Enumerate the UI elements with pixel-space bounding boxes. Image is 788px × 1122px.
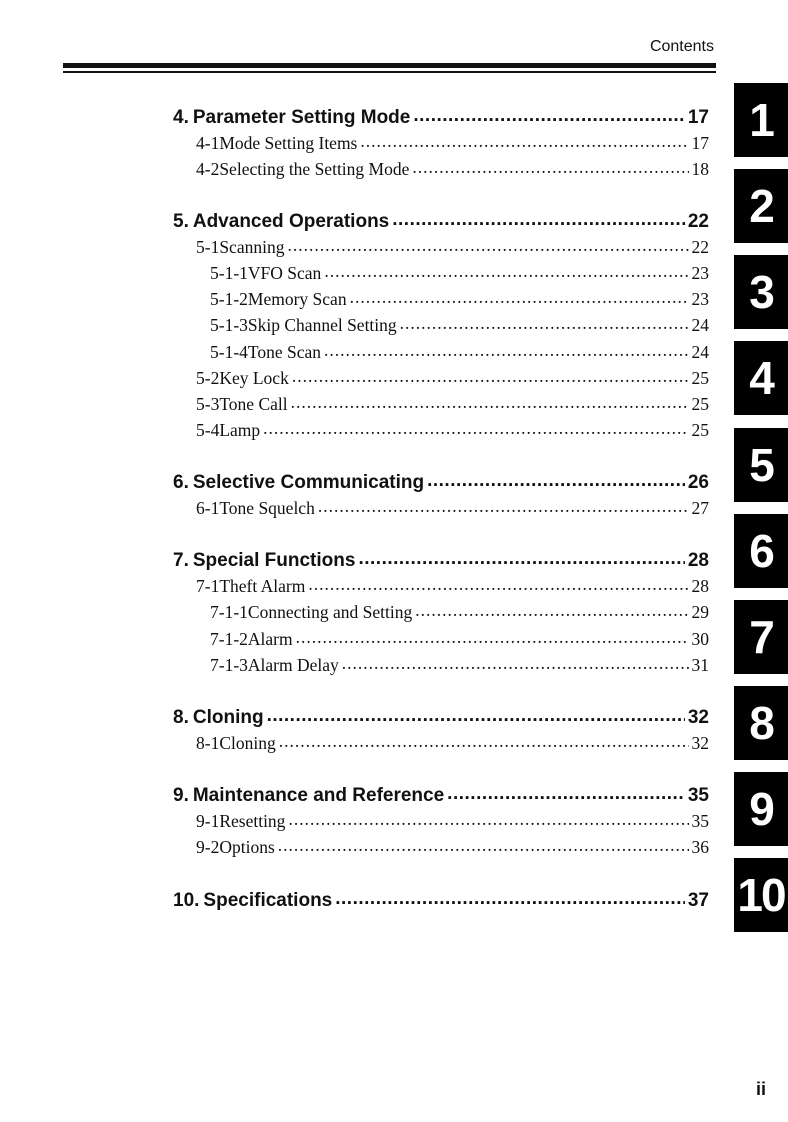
toc-entry-number: 4-1: [196, 133, 220, 153]
dot-leader: [263, 418, 688, 439]
toc-entry-number: 5.: [173, 211, 189, 232]
toc-entry-5-1-1[interactable]: [173, 263, 709, 287]
toc-entry-page: 32: [687, 707, 709, 728]
toc-entry-5[interactable]: [173, 211, 709, 235]
toc-entry-number: 6-1: [196, 498, 220, 518]
toc-entry-page: 32: [691, 733, 709, 753]
dot-leader: [291, 392, 689, 413]
toc-entry-number: 9-1: [196, 811, 220, 831]
toc-entry-5-1-3[interactable]: [173, 315, 709, 339]
chapter-tab-6[interactable]: 6: [734, 514, 788, 588]
dot-leader: [278, 835, 689, 856]
toc-entry-page: 31: [691, 655, 709, 675]
toc-entry-10[interactable]: [173, 890, 709, 914]
chapter-tab-9[interactable]: 9: [734, 772, 788, 846]
toc-entry-7-1[interactable]: [173, 576, 709, 600]
chapter-tab-10[interactable]: 10: [734, 858, 788, 932]
toc-entry-title: Key Lock: [219, 368, 289, 388]
dot-leader: [267, 705, 685, 727]
toc-entry-number: 5-1-3: [210, 315, 248, 335]
toc-entry-number: 8-1: [196, 733, 220, 753]
dot-leader: [279, 731, 689, 752]
toc-entry-number: 9-2: [196, 837, 220, 857]
toc-entry-page: 30: [691, 629, 709, 649]
toc-entry-title: Resetting: [219, 811, 286, 831]
toc-entry-number: 10.: [173, 890, 200, 911]
toc-entry-5-3[interactable]: [173, 394, 709, 418]
toc-entry-page: 29: [691, 602, 709, 622]
running-header-title: Contents: [649, 38, 714, 55]
toc-entry-7-1-3[interactable]: [173, 655, 709, 679]
toc-entry-title: Selecting the Setting Mode: [219, 159, 410, 179]
dot-leader: [415, 600, 688, 621]
toc-entry-8[interactable]: [173, 707, 709, 731]
toc-entry-6-1[interactable]: [173, 498, 709, 522]
toc-entry-number: 8.: [173, 707, 189, 728]
toc-entry-page: 23: [691, 263, 709, 283]
toc-entry-5-4[interactable]: [173, 420, 709, 444]
toc-entry-number: 5-3: [196, 394, 220, 414]
toc-entry-title: Selective Communicating: [192, 472, 425, 493]
dot-leader: [350, 287, 689, 308]
toc-entry-title: Theft Alarm: [219, 576, 306, 596]
toc-entry-number: 7-1-3: [210, 655, 248, 675]
dot-leader: [360, 131, 688, 152]
toc-entry-title: Alarm Delay: [247, 655, 339, 675]
toc-entry-title: Tone Squelch: [219, 498, 315, 518]
dot-leader: [324, 340, 688, 361]
toc-entry-9[interactable]: [173, 785, 709, 809]
toc-entry-title: Connecting and Setting: [247, 602, 413, 622]
toc-entry-5-1-4[interactable]: [173, 342, 709, 366]
toc-entry-5-2[interactable]: [173, 368, 709, 392]
dot-leader: [400, 313, 689, 334]
toc-entry-9-1[interactable]: [173, 811, 709, 835]
toc-entry-title: Tone Call: [219, 394, 288, 414]
chapter-tab-8[interactable]: 8: [734, 686, 788, 760]
dot-leader: [287, 235, 688, 256]
dot-leader: [392, 209, 685, 231]
toc-entry-4-2[interactable]: [173, 159, 709, 183]
dot-leader: [342, 653, 689, 674]
dot-leader: [288, 809, 688, 830]
toc-entry-5-1[interactable]: [173, 237, 709, 261]
toc-entry-page: 23: [691, 289, 709, 309]
toc-entry-title: Advanced Operations: [192, 211, 390, 232]
toc-entry-page: 22: [691, 237, 709, 257]
toc-entry-page: 24: [691, 315, 709, 335]
toc-entry-title: Tone Scan: [247, 342, 322, 362]
chapter-tabs: [734, 0, 788, 1122]
chapter-tab-7[interactable]: 7: [734, 600, 788, 674]
chapter-tab-5[interactable]: 5: [734, 428, 788, 502]
chapter-tab-2[interactable]: 2: [734, 169, 788, 243]
toc-entry-page: 25: [691, 368, 709, 388]
toc-entry-7-1-2[interactable]: [173, 629, 709, 653]
chapter-tab-4[interactable]: 4: [734, 341, 788, 415]
toc-entry-4-1[interactable]: [173, 133, 709, 157]
toc-entry-number: 7-1-1: [210, 602, 248, 622]
table-of-contents: [173, 0, 709, 1122]
toc-entry-number: 5-4: [196, 420, 220, 440]
dot-leader: [308, 574, 688, 595]
toc-entry-7-1-1[interactable]: [173, 602, 709, 626]
dot-leader: [335, 888, 685, 910]
toc-entry-title: Cloning: [192, 707, 264, 728]
toc-entry-page: 22: [687, 211, 709, 232]
toc-entry-number: 4.: [173, 107, 189, 128]
toc-entry-title: Alarm: [247, 629, 293, 649]
toc-entry-title: Memory Scan: [247, 289, 347, 309]
toc-entry-number: 5-2: [196, 368, 220, 388]
dot-leader: [292, 366, 689, 387]
toc-entry-title: VFO Scan: [247, 263, 322, 283]
toc-entry-9-2[interactable]: [173, 837, 709, 861]
chapter-tab-3[interactable]: 3: [734, 255, 788, 329]
toc-entry-title: Cloning: [219, 733, 276, 753]
toc-entry-number: 7-1: [196, 576, 220, 596]
toc-entry-page: 18: [691, 159, 709, 179]
toc-entry-title: Scanning: [219, 237, 285, 257]
toc-entry-number: 5-1-2: [210, 289, 248, 309]
toc-entry-page: 25: [691, 394, 709, 414]
toc-entry-number: 9.: [173, 785, 189, 806]
toc-entry-8-1[interactable]: [173, 733, 709, 757]
toc-entry-page: 36: [691, 837, 709, 857]
dot-leader: [358, 548, 684, 570]
toc-entry-page: 35: [687, 785, 709, 806]
toc-entry-title: Skip Channel Setting: [247, 315, 397, 335]
toc-entry-page: 17: [687, 107, 709, 128]
toc-entry-5-1-2[interactable]: [173, 289, 709, 313]
toc-entry-number: 4-2: [196, 159, 220, 179]
toc-entry-title: Mode Setting Items: [219, 133, 358, 153]
page-number: ii: [755, 1079, 766, 1099]
toc-entry-page: 28: [691, 576, 709, 596]
toc-entry-page: 37: [687, 890, 709, 911]
dot-leader: [427, 470, 685, 492]
chapter-tab-1[interactable]: 1: [734, 83, 788, 157]
toc-entry-number: 5-1-1: [210, 263, 248, 283]
toc-entry-page: 24: [691, 342, 709, 362]
toc-entry-page: 26: [687, 472, 709, 493]
dot-leader: [318, 496, 689, 517]
toc-entry-number: 5-1: [196, 237, 220, 257]
toc-entry-page: 17: [691, 133, 709, 153]
toc-entry-number: 6.: [173, 472, 189, 493]
toc-entry-title: Lamp: [219, 420, 261, 440]
toc-entry-7[interactable]: [173, 550, 709, 574]
toc-entry-title: Options: [219, 837, 275, 857]
toc-entry-6[interactable]: [173, 472, 709, 496]
toc-entry-page: 27: [691, 498, 709, 518]
toc-entry-number: 7-1-2: [210, 629, 248, 649]
toc-entry-number: 7.: [173, 550, 189, 571]
dot-leader: [324, 261, 688, 282]
toc-entry-page: 35: [691, 811, 709, 831]
toc-entry-page: 25: [691, 420, 709, 440]
dot-leader: [413, 105, 685, 127]
toc-entry-title: Specifications: [203, 890, 333, 911]
toc-entry-page: 28: [687, 550, 709, 571]
toc-entry-4[interactable]: [173, 107, 709, 131]
toc-entry-number: 5-1-4: [210, 342, 248, 362]
dot-leader: [412, 157, 688, 178]
dot-leader: [447, 783, 685, 805]
toc-entry-title: Parameter Setting Mode: [192, 107, 411, 128]
toc-entry-title: Special Functions: [192, 550, 356, 571]
toc-entry-title: Maintenance and Reference: [192, 785, 445, 806]
dot-leader: [296, 627, 689, 648]
